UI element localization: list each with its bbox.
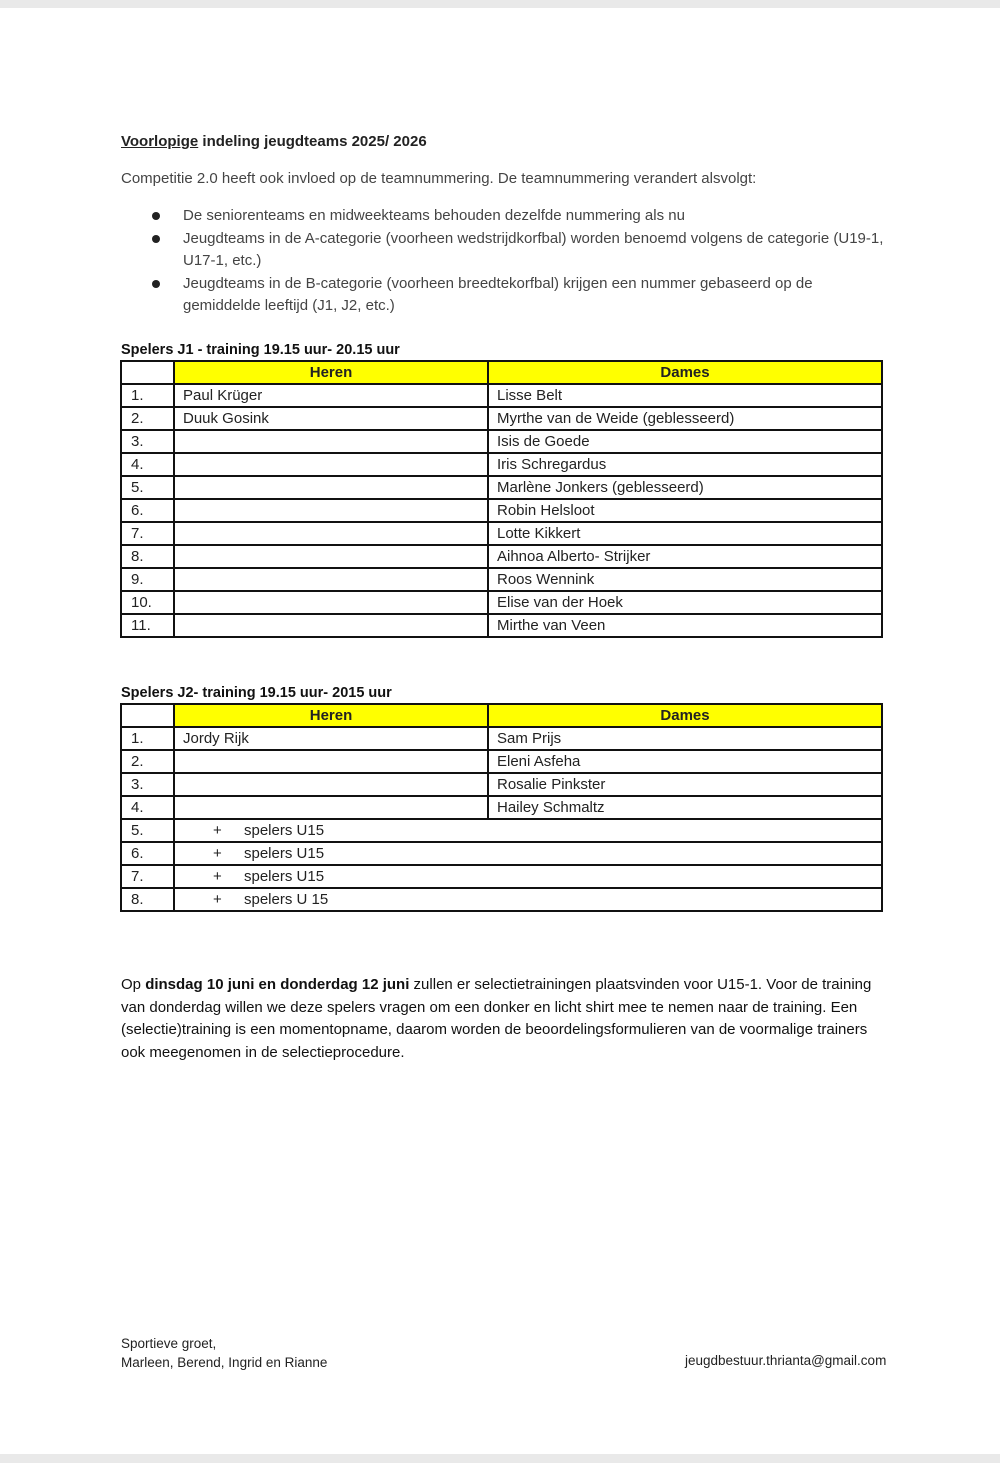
table-row: 3. Isis de Goede bbox=[121, 430, 882, 453]
header-heren: Heren bbox=[174, 361, 488, 384]
bullet-dot-icon bbox=[152, 280, 160, 288]
header-blank-cell bbox=[121, 361, 174, 384]
bottom-border bbox=[0, 1454, 1000, 1463]
table-row: 7. + spelers U15 bbox=[121, 865, 882, 888]
table-row: 8. + spelers U 15 bbox=[121, 888, 882, 911]
j1-heading: Spelers J1 - training 19.15 uur- 20.15 uur bbox=[121, 342, 400, 358]
header-blank-cell bbox=[121, 704, 174, 727]
table-row: 7. Lotte Kikkert bbox=[121, 522, 882, 545]
bullet-item: Jeugdteams in de A-categorie (voorheen wedstrijdkorfbal) worden benoemd volgens de categorie (U19-1, U17-1, etc.) bbox=[121, 228, 891, 272]
table-header-row bbox=[121, 361, 882, 384]
table-row: 9. Roos Wennink bbox=[121, 568, 882, 591]
table-row: 6. + spelers U15 bbox=[121, 842, 882, 865]
bullet-item: Jeugdteams in de B-categorie (voorheen breedtekorfbal) krijgen een nummer gebaseerd op de gemiddelde leeftijd (J1, J2, etc.) bbox=[121, 273, 891, 317]
signatory-names: Marleen, Berend, Ingrid en Rianne bbox=[121, 1355, 328, 1370]
j2-heading: Spelers J2- training 19.15 uur- 2015 uur bbox=[121, 685, 392, 701]
table-row: 2. Duuk Gosink Myrthe van de Weide (geblesseerd) bbox=[121, 407, 882, 430]
table-row: 3. Rosalie Pinkster bbox=[121, 773, 882, 796]
table-row: 2. Eleni Asfeha bbox=[121, 750, 882, 773]
selection-training-paragraph: Op dinsdag 10 juni en donderdag 12 juni zullen er selectietrainingen plaatsvinden voor U15-1. Voor de training van donderdag willen we deze spelers vragen om een donker en licht shirt mee te nemen naar de training. Een (selectie)training is een momentopname, daarom worden de beoordelingsformulieren van de voormalige trainers ook meegenomen in de selectieprocedure. bbox=[121, 976, 872, 1061]
intro-text: Competitie 2.0 heeft ook invloed op de teamnummering. De teamnummering verandert alsvolgt: bbox=[121, 170, 757, 187]
table-row: 6. Robin Helsloot bbox=[121, 499, 882, 522]
table-header-row bbox=[121, 704, 882, 727]
bullet-list bbox=[121, 205, 891, 318]
j1-table bbox=[120, 360, 883, 638]
bullet-dot-icon bbox=[152, 235, 160, 243]
table-row: 5. Marlène Jonkers (geblesseerd) bbox=[121, 476, 882, 499]
table-row: 5. + spelers U15 bbox=[121, 819, 882, 842]
title-underlined-word: Voorlopige bbox=[121, 133, 199, 150]
training-dates: dinsdag 10 juni en donderdag 12 juni bbox=[145, 976, 410, 993]
table-row: 10. Elise van der Hoek bbox=[121, 591, 882, 614]
top-border bbox=[0, 0, 1000, 8]
bullet-dot-icon bbox=[152, 212, 160, 220]
table-row: 4. Hailey Schmaltz bbox=[121, 796, 882, 819]
document-title bbox=[121, 133, 427, 150]
header-heren: Heren bbox=[174, 704, 488, 727]
table-row: 11. Mirthe van Veen bbox=[121, 614, 882, 637]
bullet-item: De seniorenteams en midweekteams behouden dezelfde nummering als nu bbox=[121, 205, 891, 227]
contact-email[interactable]: jeugdbestuur.thrianta@gmail.com bbox=[685, 1353, 887, 1368]
j2-table bbox=[120, 703, 883, 912]
header-dames: Dames bbox=[488, 704, 882, 727]
table-row: 1. Jordy Rijk Sam Prijs bbox=[121, 727, 882, 750]
closing-signature bbox=[121, 1334, 327, 1372]
header-dames: Dames bbox=[488, 361, 882, 384]
table-row: 8. Aihnoa Alberto- Strijker bbox=[121, 545, 882, 568]
table-row: 4. Iris Schregardus bbox=[121, 453, 882, 476]
title-rest: indeling jeugdteams 2025/ 2026 bbox=[198, 133, 427, 150]
greeting: Sportieve groet, bbox=[121, 1336, 217, 1351]
table-row: 1. Paul Krüger Lisse Belt bbox=[121, 384, 882, 407]
